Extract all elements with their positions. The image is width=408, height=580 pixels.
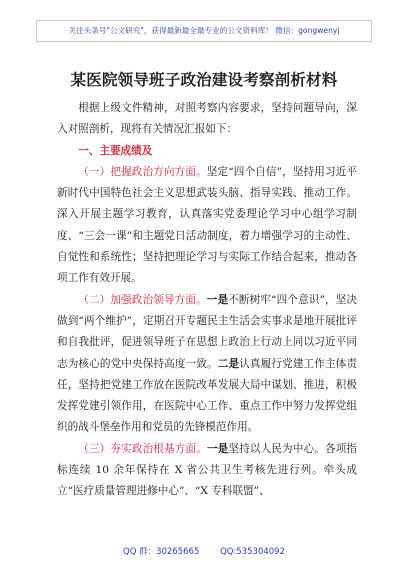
footer-contact [0,545,408,557]
item-text-2b: 认真履行党建工作主体责任，坚持把党建工作放在医院改革发展大局中谋划、推进，积极发挥党建引领作用，在医院中心工作、重点工作中努力发挥党组织的战斗堡垒作用和党员的先锋模范作用。 [57,357,357,434]
footer-qq-group: QQ 群：30265665 [123,547,200,557]
section-heading: 一、主要成绩及 [78,144,153,157]
item-label-1: （一）把握政治方向方面。 [78,165,207,178]
footer-qq: QQ:535304092 [220,547,285,557]
item-text-2a: 不断树牢“四个意识”，坚决做到“两个维护”，定期召开专题民主生活会实事求是地开展批评和自我批评，促进领导班子在思想上政治上行动上同以习近平同志为核心的党中央保持高度一致。 [57,293,358,370]
document-body [57,98,357,503]
item-lead-3a: 一是 [206,442,229,455]
item-label-3: （三）夯实政治根基方面。 [78,442,207,455]
item-lead-2b: 二是 [217,357,240,370]
intro-paragraph: 根据上级文件精神，对照考察内容要求，坚持问题导向，深入对照剖析，现将有关情况汇报如下： [57,102,357,136]
item-label-2: （二）加强政治领导方面。 [78,293,207,306]
item-text-3a: 坚持以人民为中心。各项指标连续 10 余年保持在 X 省公共卫生考核先进行列。牵头成立“医疗质量管理进修中心”、“X 专科联盟”、 [57,442,358,498]
document-title: 某医院领导班子政治建设考察剖析材料 [70,71,338,89]
header-banner: 关注头条号"公文研究"，获得最新最全最专业的公文资料库！ 微信：gongwenyj [36,20,372,42]
item-lead-2a: 一是 [206,293,229,306]
item-paragraph-3 [57,439,357,503]
item-text-1: 坚定“四个自信”，坚持用习近平新时代中国特色社会主义思想武装头脑、指导实践、推动工作。深入开展主题学习教育，认真落实党委理论学习中心组学习制度、“三会一课”和主题党日活动制度，着力增强学习的主动性、自觉性和系统性；坚持把理论学习与实际工作结合起来，推动各项工作有效开展。 [57,165,357,285]
item-paragraph-2 [57,290,357,439]
item-paragraph-1 [57,162,357,290]
